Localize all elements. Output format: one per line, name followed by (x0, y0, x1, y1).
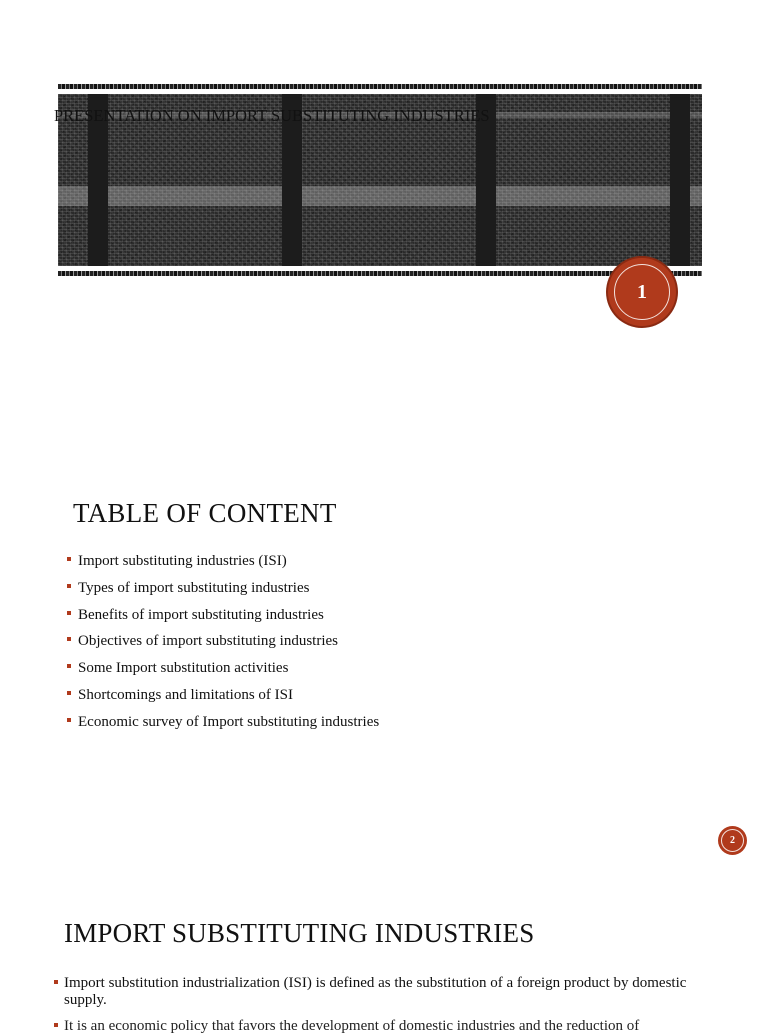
bullet-icon (67, 611, 71, 615)
list-item: Types of import substituting industries (67, 578, 379, 605)
paragraph: It is an economic policy that favors the development of domestic industries and the reduction of (54, 1018, 694, 1026)
slide-number-badge: 1 (608, 258, 676, 326)
list-item: Objectives of import substituting industries (67, 631, 379, 658)
list-item: Some Import substitution activities (67, 658, 379, 685)
list-item: Import substituting industries (ISI) (67, 551, 379, 578)
bullet-icon (67, 664, 71, 668)
list-item: Shortcomings and limitations of ISI (67, 685, 379, 712)
section-body (54, 975, 694, 1035)
bullet-icon (67, 718, 71, 722)
bullet-icon (54, 1023, 58, 1027)
banner-top-rule (58, 84, 702, 89)
bullet-icon (67, 637, 71, 641)
slide-number-badge: 2 (718, 826, 747, 855)
banner-bottom-rule (58, 271, 702, 276)
bullet-icon (67, 584, 71, 588)
toc-list (67, 551, 379, 739)
bullet-icon (54, 980, 58, 984)
section-heading: IMPORT SUBSTITUTING INDUSTRIES (64, 918, 535, 948)
bullet-icon (67, 557, 71, 561)
toc-heading: TABLE OF CONTENT (73, 498, 337, 528)
bullet-icon (67, 691, 71, 695)
paragraph: Import substitution industrialization (ISI) is defined as the substitution of a foreign product by domestic supply. (54, 975, 694, 1009)
presentation-title: PRESENTATION ON IMPORT SUBSTITUTING INDUSTRIES (54, 106, 490, 125)
list-item: Economic survey of Import substituting industries (67, 712, 379, 739)
list-item: Benefits of import substituting industries (67, 605, 379, 632)
